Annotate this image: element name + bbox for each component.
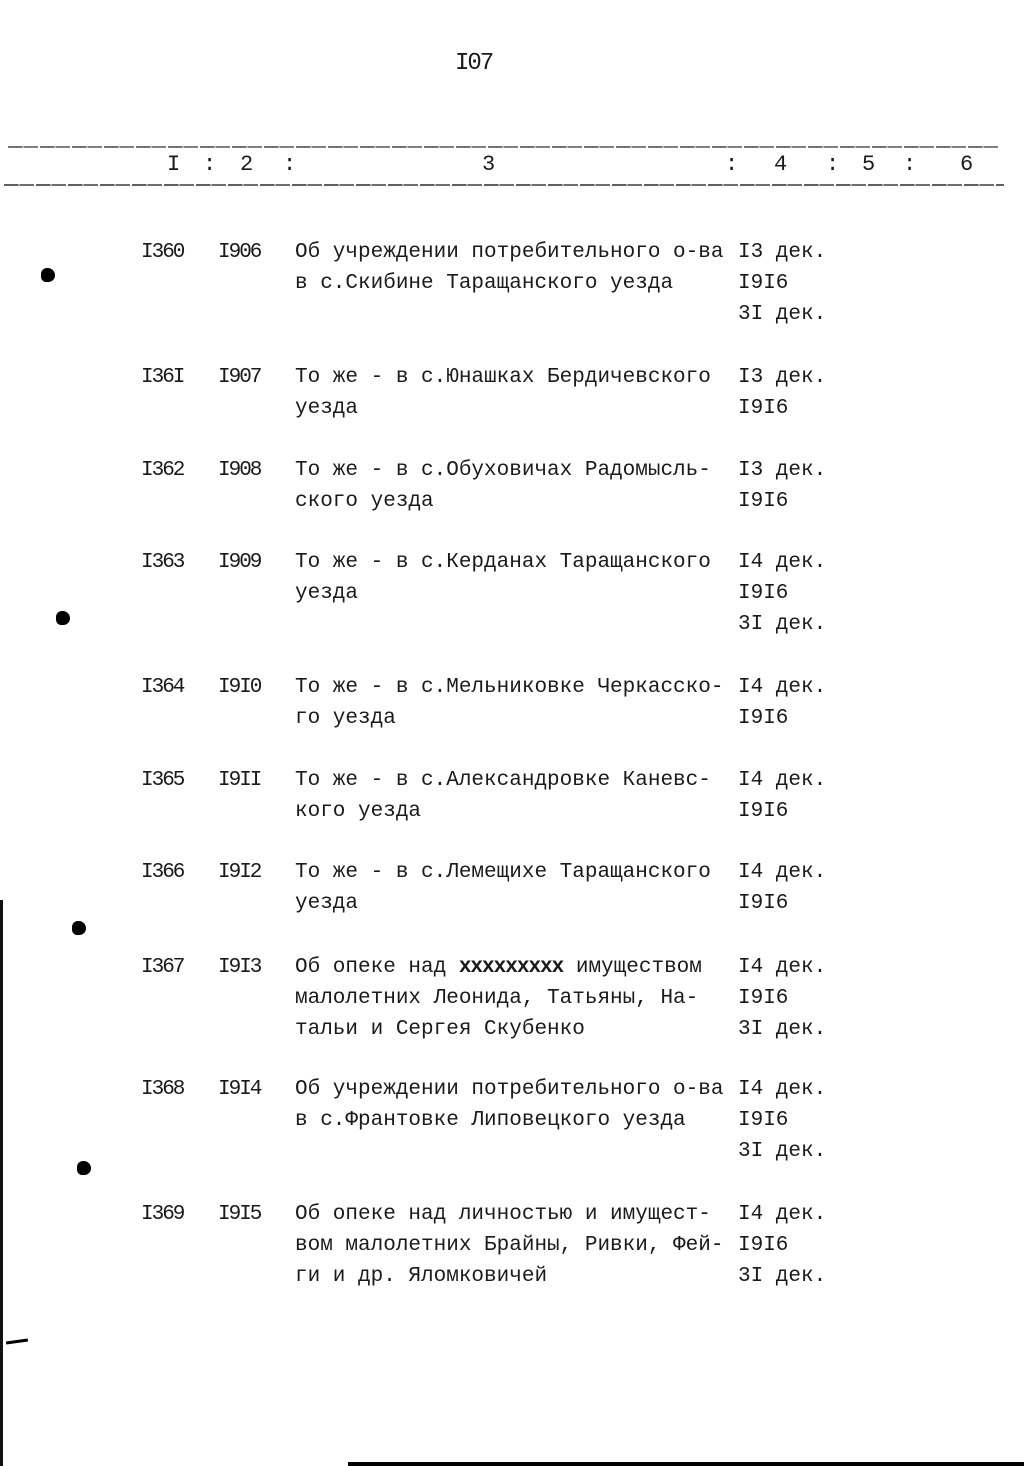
entry-number: I364 [141,676,184,699]
description-line: го уезда [295,707,396,730]
description-line: Об опеке над личностью и имущест- [295,1203,711,1226]
column-header-2: 2 [240,152,254,177]
entry-dates [738,362,826,424]
description-line: То же - в с.Александровке Каневс- [295,769,711,792]
column-separator: : [283,152,297,177]
entry-description [295,765,735,827]
description-text: имуществом [563,956,702,979]
description-line: в с.Скибине Таращанского уезда [295,272,674,295]
entry-dates [738,857,826,919]
punch-hole-2-icon [56,611,70,625]
date-line: I3 дек. [738,459,827,482]
column-header-I: I [167,152,181,177]
punch-hole-3-icon [72,921,86,935]
header-bottom-rule [4,184,1004,186]
date-line: I9I6 [738,490,789,513]
description-line: То же - в с.Керданах Таращанского [295,551,711,574]
date-line: 3I дек. [738,613,827,636]
date-line: I4 дек. [738,1078,827,1101]
scan-left-edge [0,900,3,1466]
date-line: I4 дек. [738,769,827,792]
description-line: уезда [295,892,359,915]
old-number: I907 [218,366,261,389]
date-line: I9I6 [738,1109,789,1132]
old-number: I9I3 [218,956,261,979]
description-line: в с.Франтовке Липовецкого уезда [295,1109,686,1132]
entry-dates [738,1199,826,1292]
entry-description [295,362,735,424]
date-line: I3 дек. [738,241,827,264]
date-line: 3I дек. [738,1265,827,1288]
entry-dates [738,952,826,1045]
entry-description [295,547,735,609]
description-line: уезда [295,582,359,605]
column-header-5: 5 [862,152,876,177]
header-top-rule [8,146,998,148]
old-number: I9I0 [218,676,261,699]
entry-description [295,455,735,517]
entry-description [295,1074,735,1136]
entry-dates [738,765,826,827]
description-line: малолетних Леонида, Татьяны, На- [295,987,699,1010]
description-line: То же - в с.Обуховичах Радомысль- [295,459,711,482]
description-line: тальи и Сергея Скубенко [295,1018,585,1041]
old-number: I9I4 [218,1078,261,1101]
date-line: 3I дек. [738,1018,827,1041]
old-number: I906 [218,241,261,264]
column-header-6: 6 [960,152,974,177]
date-line: I4 дек. [738,956,827,979]
description-line: Об учреждении потребительного о-ва [295,1078,724,1101]
date-line: 3I дек. [738,303,827,326]
entry-description [295,952,735,1045]
entry-number: I363 [141,551,184,574]
column-separator: : [903,152,917,177]
entry-description [295,1199,735,1292]
scan-bottom-edge [348,1462,1024,1466]
date-line: I3 дек. [738,366,827,389]
description-line: кого уезда [295,800,422,823]
description-line: Об учреждении потребительного о-ва [295,241,724,264]
entry-description [295,237,735,299]
description-line: вом малолетних Брайны, Ривки, Фей- [295,1234,724,1257]
entry-dates [738,1074,826,1167]
date-line: 3I дек. [738,1140,827,1163]
entry-number: I367 [141,956,184,979]
date-line: I4 дек. [738,861,827,884]
old-number: I9II [218,769,261,792]
entry-dates [738,672,826,734]
entry-description [295,672,735,734]
entry-number: I369 [141,1203,184,1226]
struck-out-text: xxxxxxxxx [458,956,564,979]
entry-number: I365 [141,769,184,792]
description-line: ги и др. Яломковичей [295,1265,548,1288]
date-line: I9I6 [738,892,789,915]
entry-number: I368 [141,1078,184,1101]
punch-hole-4-icon [77,1161,91,1175]
date-line: I9I6 [738,1234,789,1257]
column-header-4: 4 [774,152,788,177]
entry-number: I36I [141,366,184,389]
date-line: I9I6 [738,582,789,605]
date-line: I4 дек. [738,1203,827,1226]
entry-number: I360 [141,241,184,264]
description-text: Об опеке над [295,956,459,979]
description-line: уезда [295,397,359,420]
page-number: I07 [455,50,493,77]
column-header-3: 3 [482,152,496,177]
old-number: I9I5 [218,1203,261,1226]
entry-dates [738,547,826,640]
punch-hole-1-icon [41,268,55,282]
column-separator: : [203,152,217,177]
old-number: I909 [218,551,261,574]
description-line: ского уезда [295,490,434,513]
description-line: То же - в с.Мельниковке Черкасско- [295,676,724,699]
old-number: I9I2 [218,861,261,884]
entry-description [295,857,735,919]
date-line: I9I6 [738,397,789,420]
date-line: I4 дек. [738,676,827,699]
date-line: I9I6 [738,272,789,295]
description-line: То же - в с.Юнашках Бердичевского [295,366,711,389]
date-line: I9I6 [738,800,789,823]
description-line: То же - в с.Лемещихе Таращанского [295,861,711,884]
column-separator: : [826,152,840,177]
date-line: I9I6 [738,707,789,730]
date-line: I9I6 [738,987,789,1010]
entry-dates [738,237,826,330]
entry-dates [738,455,826,517]
old-number: I908 [218,459,261,482]
date-line: I4 дек. [738,551,827,574]
column-separator: : [725,152,739,177]
entry-number: I366 [141,861,184,884]
pen-mark [6,1338,28,1344]
entry-number: I362 [141,459,184,482]
